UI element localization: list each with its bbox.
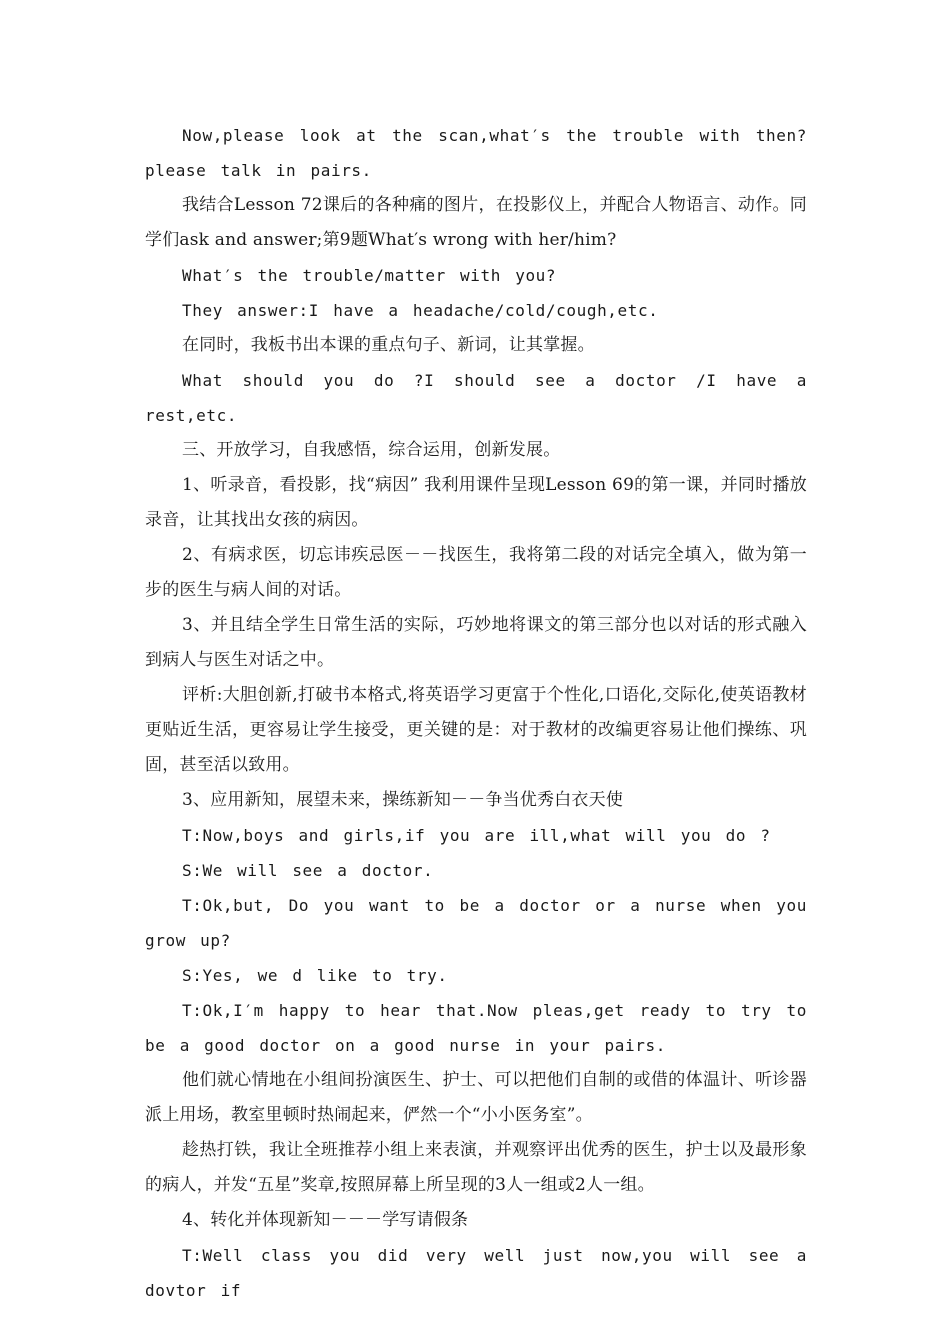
subheading-apply: 3、应用新知，展望未来，操练新知－－争当优秀白衣天使	[182, 790, 624, 810]
dialogue-line-5: T:Ok,I′m happy to hear that.Now pleas,get ready to try to be a good doctor on a good nurse in your pairs.	[145, 1001, 807, 1055]
paragraph-8: 1、听录音，看投影，找“病因” 我利用课件呈现Lesson 69的第一课，并同时播放录音，让其找出女孩的病因。	[145, 475, 807, 530]
paragraph-2: 我结合Lesson 72课后的各种痛的图片，在投影仪上，并配合人物语言、动作。同学们ask and answer;第9题What′s wrong with her/him?	[145, 195, 807, 250]
paragraph-9: 2、有病求医，切忘讳疾忌医－－找医生，我将第二段的对话完全填入，做为第一步的医生与病人间的对话。	[145, 545, 807, 600]
paragraph-roleplay: 他们就心情地在小组间扮演医生、护士、可以把他们自制的或借的体温计、听诊器派上用场，教室里顿时热闹起来，俨然一个“小小医务室”。	[145, 1070, 807, 1125]
subheading-leave-note: 4、转化并体现新知－－－学写请假条	[182, 1210, 469, 1230]
paragraph-5: 在同时，我板书出本课的重点句子、新词，让其掌握。	[182, 335, 595, 355]
section-heading-3: 三、开放学习，自我感悟，综合运用，创新发展。	[182, 440, 561, 460]
paragraph-3: What′s the trouble/matter with you?	[182, 266, 557, 285]
paragraph-4: They answer:I have a headache/cold/cough,etc.	[182, 301, 659, 320]
dialogue-line-3: T:Ok,but, Do you want to be a doctor or a nurse when you grow up?	[145, 896, 807, 950]
dialogue-line-1: T:Now,boys and girls,if you are ill,what will you do ?	[182, 826, 771, 845]
paragraph-1: Now,please look at the scan,what′s the trouble with then?please talk in pairs.	[145, 126, 807, 180]
paragraph-10: 3、并且结全学生日常生活的实际，巧妙地将课文的第三部分也以对话的形式融入到病人与医生对话之中。	[145, 615, 807, 670]
dialogue-line-2: S:We will see a doctor.	[182, 861, 434, 880]
document-body	[145, 118, 807, 1308]
dialogue-line-4: S:Yes, we d like to try.	[182, 966, 448, 985]
analysis-paragraph: 评析:大胆创新,打破书本格式,将英语学习更富于个性化,口语化,交际化,使英语教材更贴近生活，更容易让学生接受，更关键的是：对于教材的改编更容易让他们操练、巩固，甚至活以致用。	[145, 685, 807, 775]
paragraph-performance: 趁热打铁，我让全班推荐小组上来表演，并观察评出优秀的医生，护士以及最形象的病人，并发“五星”奖章,按照屏幕上所呈现的3人一组或2人一组。	[145, 1140, 807, 1195]
paragraph-6: What should you do ?I should see a doctor /I have a rest,etc.	[145, 371, 807, 425]
dialogue-line-6: T:Well class you did very well just now,you will see a dovtor if	[145, 1246, 807, 1300]
